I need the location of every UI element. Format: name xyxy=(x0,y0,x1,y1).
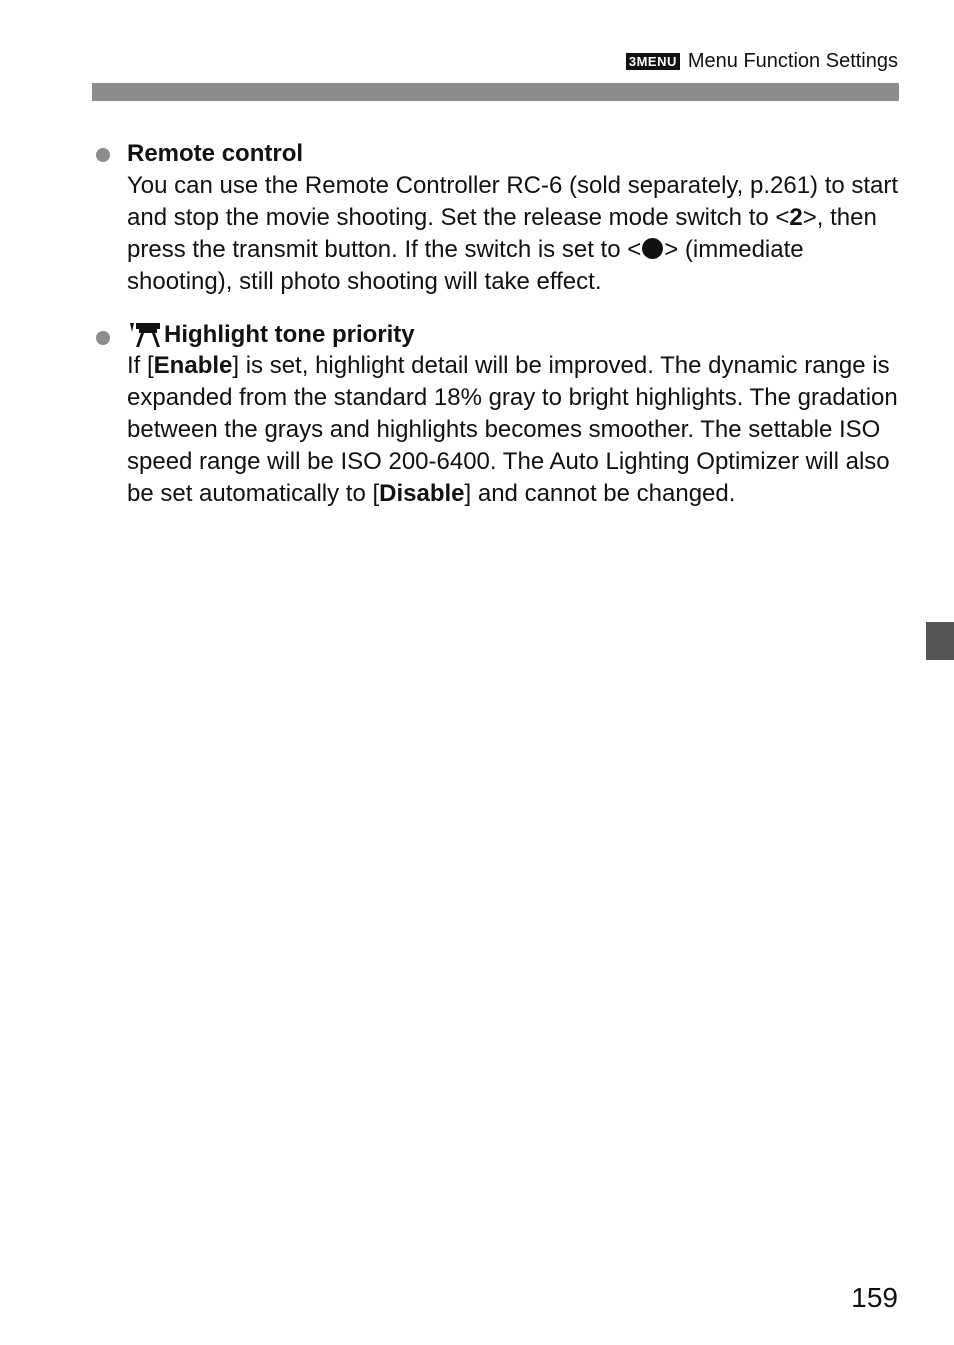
section-heading-text: Highlight tone priority xyxy=(164,321,415,348)
filled-circle-icon xyxy=(642,238,663,259)
body-text: ] and cannot be changed. xyxy=(464,480,736,507)
disable-option: Disable xyxy=(379,480,465,507)
section-body xyxy=(127,170,907,298)
body-text: > (immediate shooting), still photo shooting will take effect. xyxy=(127,236,804,295)
section-body xyxy=(127,350,907,510)
release-mode-value: 2 xyxy=(789,204,803,231)
enable-option: Enable xyxy=(153,352,233,379)
chapter-tab xyxy=(926,622,954,660)
running-header xyxy=(626,50,898,73)
section-heading: Remote control xyxy=(127,140,304,167)
section-remote-control xyxy=(127,138,907,298)
body-text: ] is set, highlight detail will be improved. The dynamic range is expanded from the standard 18% gray to bright highlights. The gradation between the grays and highlights becomes smoother. The settable ISO speed range will be ISO 200-6400. The Auto Lighting Optimizer will also be set automatically to [ xyxy=(127,352,898,507)
page-number: 159 xyxy=(851,1282,898,1313)
body-text: >, then press the transmit button. If the switch is set to < xyxy=(127,204,877,263)
movie-camera-icon xyxy=(127,322,161,348)
section-highlight-tone-priority xyxy=(127,320,907,510)
bullet-icon xyxy=(96,148,110,162)
menu-icon: 3MENU xyxy=(626,53,680,70)
body-text: You can use the Remote Controller RC-6 (sold separately, p.261) to start and stop the movie shooting. Set the release mode switch to < xyxy=(127,172,899,231)
header-bar xyxy=(92,83,899,101)
body-text: If [ xyxy=(127,352,154,379)
header-title: Menu Function Settings xyxy=(687,50,898,72)
bullet-icon xyxy=(96,331,110,345)
section-heading xyxy=(127,320,907,350)
